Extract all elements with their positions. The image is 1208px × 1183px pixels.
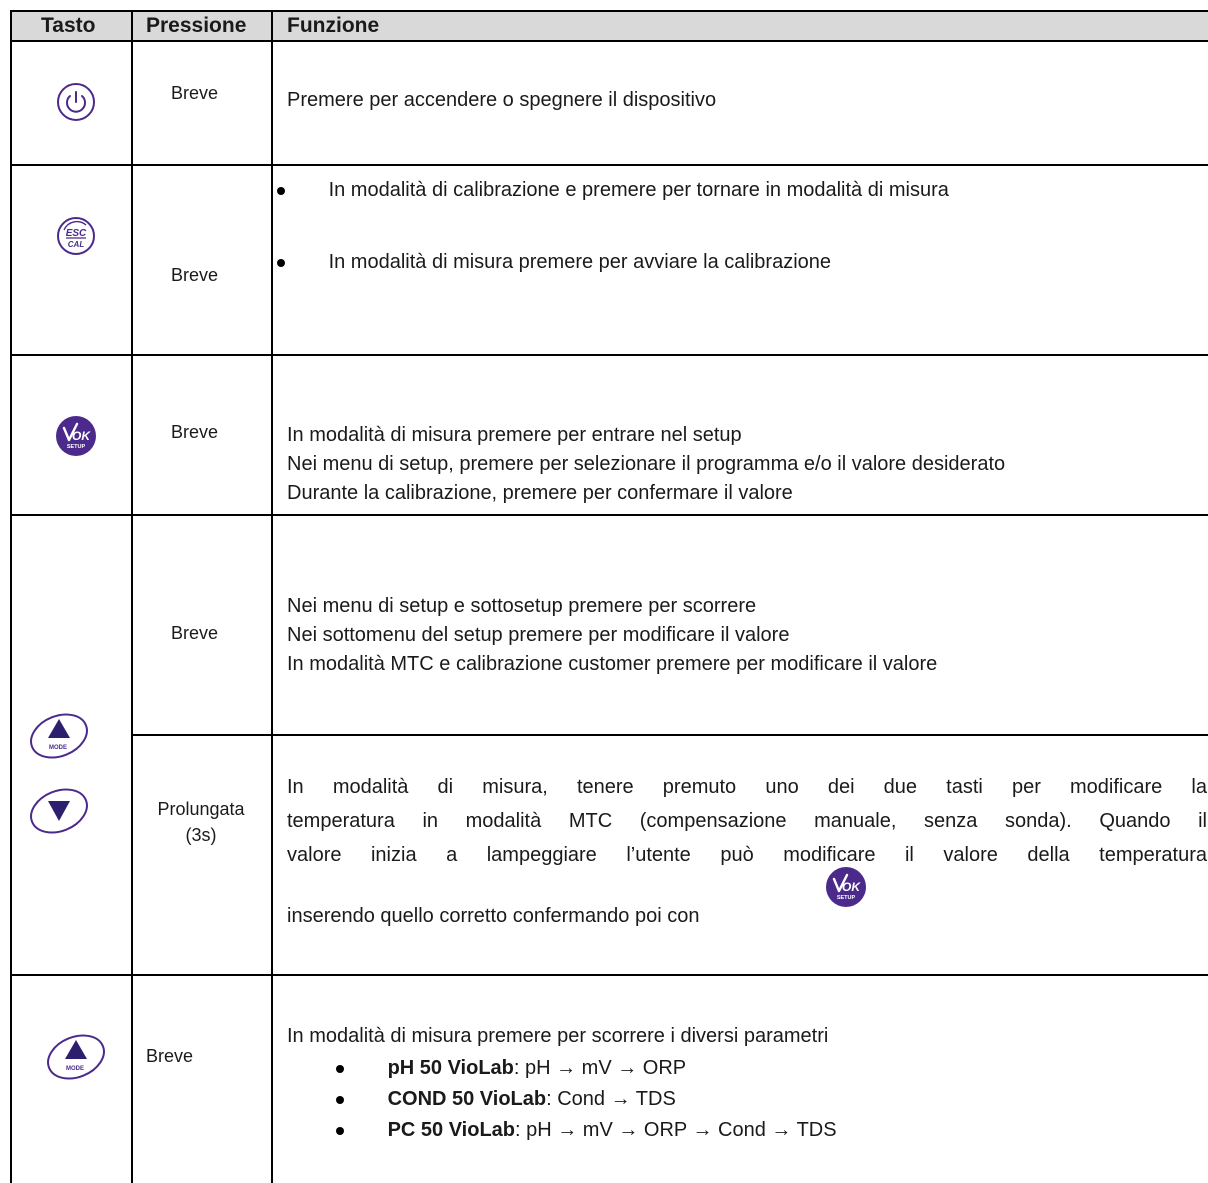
function-text: Premere per accendere o spegnere il dispositivo bbox=[287, 89, 717, 111]
grid-line bbox=[10, 10, 1208, 12]
bullet-icon bbox=[336, 1065, 344, 1073]
cal-label: CAL bbox=[67, 240, 85, 249]
grid-line bbox=[10, 514, 1208, 516]
power-icon bbox=[56, 82, 96, 122]
bullet-icon bbox=[336, 1096, 344, 1104]
grid-line bbox=[271, 10, 273, 1183]
grid-line bbox=[10, 354, 1208, 356]
function-text: Nei menu di setup e sottosetup premere per scorrere bbox=[287, 595, 757, 617]
ok-setup-icon bbox=[825, 866, 867, 908]
function-text: In modalità MTC e calibrazione customer premere per modificare il valore bbox=[287, 653, 938, 675]
param-item: PC 50 VioLab: pH → mV → ORP → Cond → TDS bbox=[336, 1116, 837, 1144]
function-text: In modalità di misura premere per entrare nel setup bbox=[287, 424, 742, 446]
grid-line bbox=[131, 734, 1208, 736]
header-funzione: Funzione bbox=[287, 14, 380, 37]
param-item: pH 50 VioLab: pH → mV → ORP bbox=[336, 1054, 686, 1082]
function-text: temperatura in modalità MTC (compensazione manuale, senza sonda). Quando il bbox=[287, 810, 1207, 832]
bullet-icon bbox=[277, 259, 285, 267]
mode-label: MODE bbox=[49, 745, 67, 751]
grid-line bbox=[10, 974, 1208, 976]
press-breve: Breve bbox=[146, 1046, 194, 1066]
setup-label: SETUP bbox=[836, 895, 856, 901]
ok-setup-icon bbox=[55, 415, 97, 457]
header-tasto: Tasto bbox=[41, 14, 96, 37]
function-text: In modalità di misura, tenere premuto uno dei due tasti per modificare la bbox=[287, 776, 1207, 798]
grid-line bbox=[131, 10, 133, 1183]
function-text: In modalità di misura premere per scorrere i diversi parametri bbox=[287, 1025, 829, 1047]
bullet-icon bbox=[277, 187, 285, 195]
param-item: COND 50 VioLab: Cond → TDS bbox=[336, 1085, 676, 1113]
grid-line bbox=[10, 164, 1208, 166]
ok-label: OK bbox=[72, 429, 90, 443]
function-text: Nei sottomenu del setup premere per modificare il valore bbox=[287, 624, 790, 646]
down-arrow-icon bbox=[27, 786, 91, 836]
function-text: valore inizia a lampeggiare l’utente può modificare il valore della temperatura bbox=[287, 844, 1207, 866]
press-breve: Breve bbox=[171, 265, 219, 285]
press-breve: Breve bbox=[171, 623, 219, 643]
bullet-item: In modalità di calibrazione e premere per tornare in modalità di misura bbox=[277, 176, 949, 204]
setup-label: SETUP bbox=[66, 444, 86, 450]
bullet-item: In modalità di misura premere per avviare la calibrazione bbox=[277, 248, 831, 276]
press-breve: Breve bbox=[171, 422, 219, 442]
function-text: inserendo quello corretto confermando poi con bbox=[287, 905, 700, 927]
esc-cal-icon bbox=[56, 216, 96, 256]
grid-line bbox=[10, 10, 12, 1183]
mode-label: MODE bbox=[66, 1066, 84, 1072]
press-breve: Breve bbox=[171, 83, 219, 103]
ok-label: OK bbox=[842, 880, 860, 894]
press-prolungata: Prolungata (3s) bbox=[157, 799, 245, 845]
header-pressione: Pressione bbox=[146, 14, 247, 37]
mode-up-icon bbox=[27, 711, 91, 761]
function-text: Nei menu di setup, premere per selezionare il programma e/o il valore desiderato bbox=[287, 453, 1006, 475]
mode-up-icon bbox=[44, 1032, 108, 1082]
grid-line bbox=[10, 40, 1208, 42]
function-text: Durante la calibrazione, premere per confermare il valore bbox=[287, 482, 793, 504]
bullet-icon bbox=[336, 1127, 344, 1135]
esc-label: ESC bbox=[65, 228, 87, 239]
